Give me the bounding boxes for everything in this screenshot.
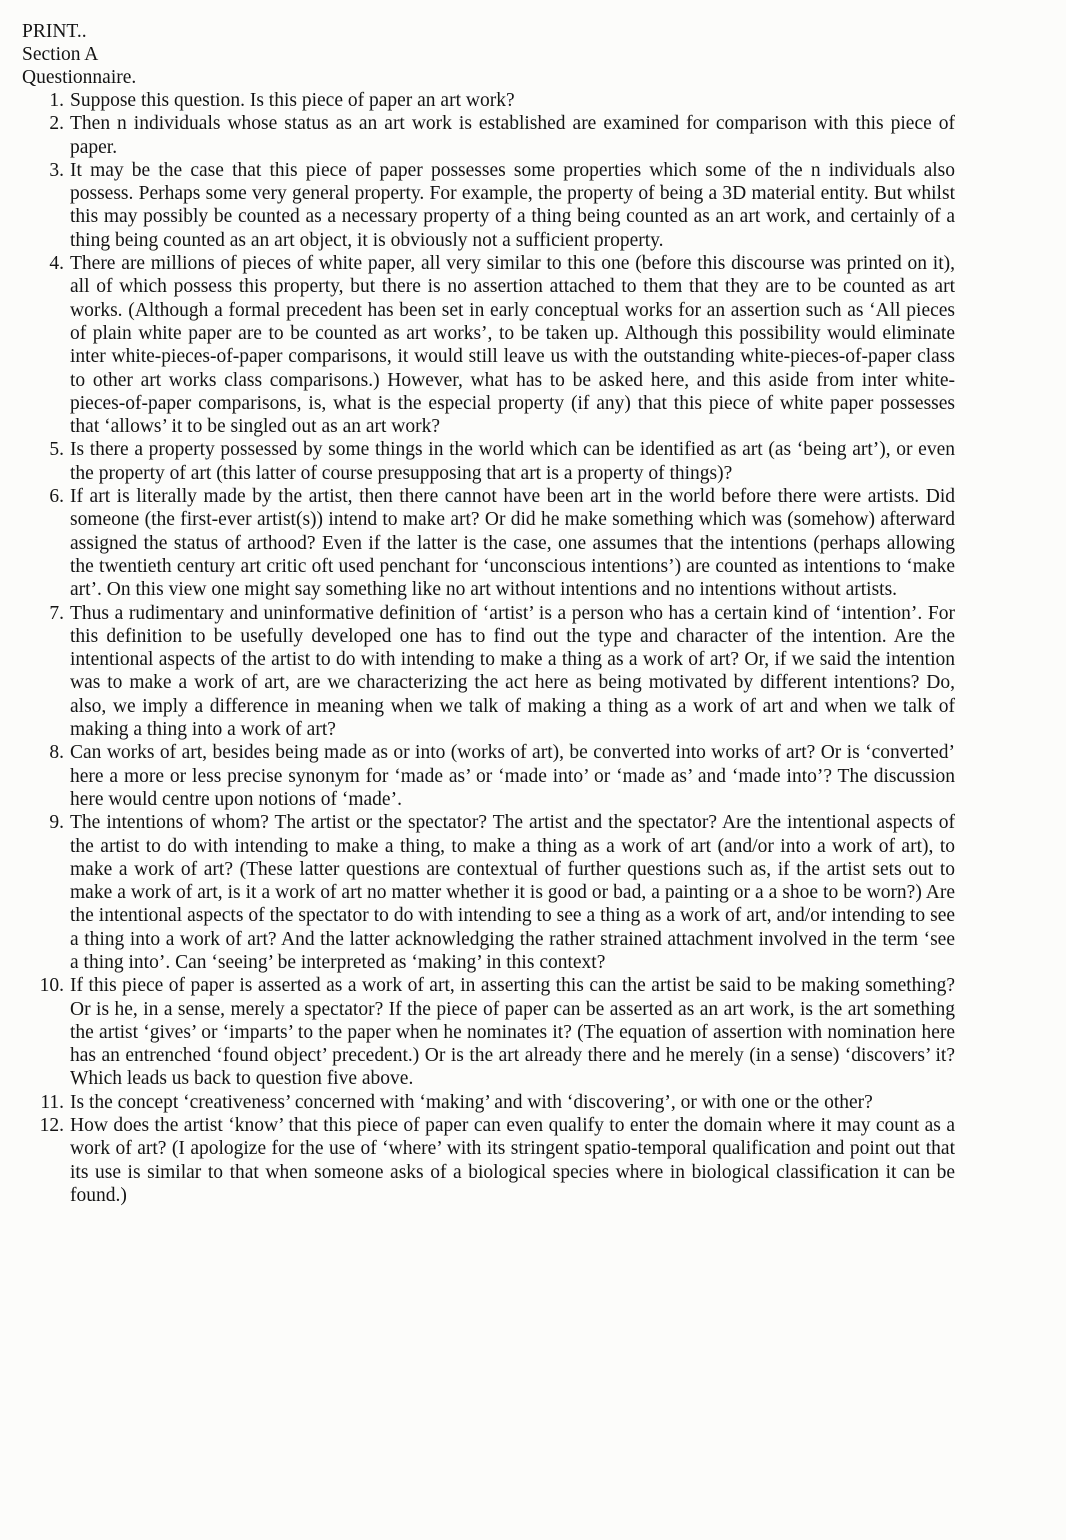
- questionnaire-title: Questionnaire.: [22, 67, 137, 88]
- question-item-4: [22, 252, 1030, 438]
- question-text: If art is literally made by the artist, then there cannot have been art in the world before there were artists. Did someone (the first-ever artist(s)) intend to make art? Or did he make something which was (somehow) afterward assigned the status of arthood? Even if the latter is the case, one assumes that the intentions (perhaps allowing the twentieth century art critic oft used penchant for ‘unconscious intentions’) are counted as intentions to ‘make art’. On this view one might say something like no art without intentions and no intentions without artists.: [70, 486, 955, 601]
- question-text: Suppose this question. Is this piece of paper an art work?: [70, 90, 515, 111]
- question-text: Is there a property possessed by some things in the world which can be identified as art (as ‘being art’), or even the property of art (this latter of course presupposing that art is a property of things)?: [70, 439, 955, 484]
- question-item-11: [22, 1091, 1030, 1114]
- question-text: It may be the case that this piece of paper possesses some properties which some of the n individuals also possess. Perhaps some very general property. For example, the property of being a 3D material entity. But whilst this may possibly be counted as a necessary property of a thing being counted as an art work, and certainly of a thing being counted as an art object, it is obviously not a sufficient property.: [70, 159, 955, 251]
- question-text: Is the concept ‘creativeness’ concerned with ‘making’ and with ‘discovering’, or with one or the other?: [70, 1091, 873, 1113]
- question-item-6: [22, 485, 1030, 601]
- question-item-1: [22, 89, 1030, 112]
- question-item-10: [22, 974, 1030, 1090]
- question-number: 11.: [40, 1091, 64, 1113]
- question-item-8: [22, 741, 1030, 811]
- question-number: 2.: [49, 113, 64, 135]
- question-item-12: [22, 1114, 1030, 1207]
- question-text: The intentions of whom? The artist or the spectator? The artist and the spectator? Are the intentional aspects of the artist to do with intending to make a thing, to make a thing as a work of art (and/or into a work of art), to make a work of art? (These latter questions are contextual of further questions such as, if the artist sets out to make a work of art, is it a work of art no matter whether it is good or bad, a painting or a a shoe to be worn?) Are the intentional aspects of the spectator to do with intending to see a thing as a work of art, and/or intending to see a thing into a work of art? And the latter acknowledging the rather strained attachment involved in the term ‘see a thing into’. Can ‘seeing’ be interpreted as ‘making’ in this context?: [70, 812, 955, 973]
- question-number: 10.: [39, 975, 64, 997]
- question-text: Can works of art, besides being made as or into (works of art), be converted into works of art? Or is ‘converted’ here a more or less precise synonym for ‘made as’ or ‘made into’ or ‘made as’ and ‘made into’? The discussion here would centre upon notions of ‘made’.: [70, 742, 955, 810]
- question-number: 12.: [39, 1115, 64, 1137]
- section-label: Section A: [22, 44, 99, 65]
- question-item-2: [22, 112, 1030, 159]
- question-text: How does the artist ‘know’ that this piece of paper can even qualify to enter the domain where it may count as a work of art? (I apologize for the use of ‘where’ with its stringent spatio-temporal qualification and point out that its use is similar to that when someone asks of a biological species where in biological classification it can be found.): [70, 1115, 955, 1206]
- question-item-3: [22, 159, 1030, 252]
- question-text: There are millions of pieces of white paper, all very similar to this one (before this discourse was printed on it), all of which possess this property, but there is no assertion attached to them that they are to be counted as art works. (Although a formal precedent has been set in early conceptual works for an assertion such as ‘All pieces of plain white paper are to be counted as art works’, to be taken up. Although this possibility would eliminate inter white-pieces-of-paper comparisons, it would still leave us with the outstanding white-pieces-of-paper class to other art works class comparisons.) However, what has to be asked here, and this aside from inter white-pieces-of-paper comparisons, is, what is the especial property (if any) that this piece of white paper possesses that ‘allows’ it to be singled out as an art work?: [70, 253, 955, 438]
- question-text: Thus a rudimentary and uninformative definition of ‘artist’ is a person who has a certain kind of ‘intention’. For this definition to be usefully developed one has to find out the type and character of the intention. Are the intentional aspects of the artist to do with intending to make a thing as a work of art? Or, if we said the intention was to make a work of art, are we characterizing the act here as being motivated by different intentions? Do, also, we imply a difference in meaning when we talk of making a thing as a work of art and when we talk of making a thing into a work of art?: [70, 602, 955, 741]
- question-item-7: [22, 602, 1030, 742]
- question-number: 9.: [49, 812, 64, 834]
- document-header: [22, 20, 1030, 89]
- question-item-9: [22, 811, 1030, 974]
- question-number: 3.: [49, 159, 64, 181]
- question-number: 5.: [49, 439, 64, 461]
- question-number: 8.: [49, 742, 64, 764]
- question-text: If this piece of paper is asserted as a work of art, in asserting this can the artist be said to be making something? Or is he, in a sense, merely a spectator? If the piece of paper can be asserted as an art work, is the art something the artist ‘gives’ or ‘imparts’ to the paper when he nominates it? (The equation of assertion with nomination here has an entrenched ‘found object’ precedent.) Or is the art already there and he merely (in a sense) ‘discovers’ it? Which leads us back to question five above.: [70, 975, 955, 1090]
- question-list: [22, 89, 1030, 1207]
- question-number: 6.: [49, 486, 64, 508]
- question-number: 1.: [49, 90, 64, 111]
- question-item-5: [22, 438, 1030, 485]
- question-number: 7.: [49, 602, 64, 624]
- question-number: 4.: [49, 253, 64, 275]
- print-label: PRINT..: [22, 21, 87, 42]
- question-text: Then n individuals whose status as an art work is established are examined for comparison with this piece of paper.: [70, 113, 955, 158]
